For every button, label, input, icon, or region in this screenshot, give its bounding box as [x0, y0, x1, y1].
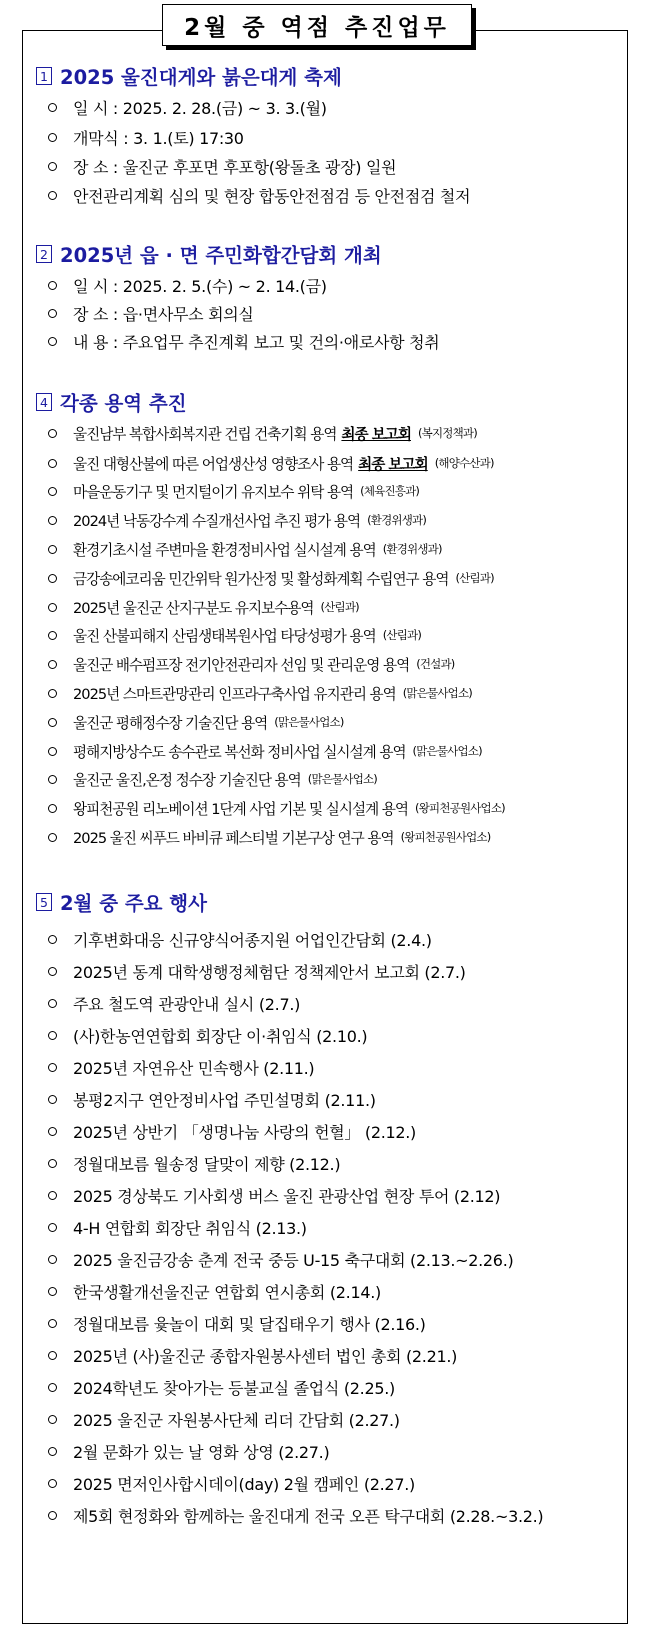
list-item-text: 금강송에코리움 민간위탁 원가산정 및 활성화계획 수립연구 용역: [73, 570, 449, 588]
list-item: [48, 1468, 620, 1498]
list-item: [48, 707, 620, 737]
circle-bullet-icon: [48, 191, 57, 200]
list-item-emphasis: 최종 보고회: [358, 455, 428, 473]
circle-bullet-icon: [48, 833, 57, 842]
department-tag: (맑은물사업소): [412, 744, 482, 758]
list-item-text: 환경기초시설 주변마을 환경정비사업 실시설계 용역: [73, 541, 376, 559]
circle-bullet-icon: [48, 1351, 57, 1360]
circle-bullet-icon: [48, 967, 57, 976]
department-tag: (왕피천공원사업소): [400, 830, 491, 844]
list-item: [48, 649, 620, 679]
list-item-text: 평해지방상수도 송수관로 복선화 정비사업 실시설계 용역: [73, 743, 406, 761]
list-item-text: 장 소 : 읍·면사무소 회의실: [73, 304, 254, 324]
list-item-text: 울진 대형산불에 따른 어업생산성 영향조사 용역: [73, 455, 354, 473]
list-item-text: 봉평2지구 연안정비사업 주민설명회 (2.11.): [73, 1090, 376, 1110]
list-item: [48, 1308, 620, 1338]
circle-bullet-icon: [48, 133, 57, 142]
list-item-text: 2025 경상북도 기사회생 버스 울진 관광산업 현장 투어 (2.12): [73, 1186, 501, 1206]
list-item: [48, 1116, 620, 1146]
list-item: [48, 534, 620, 564]
circle-bullet-icon: [48, 1447, 57, 1456]
circle-bullet-icon: [48, 545, 57, 554]
section-number-box: 1: [36, 67, 52, 85]
list-item-text: 2024학년도 찾아가는 등불교실 졸업식 (2.25.): [73, 1378, 395, 1398]
circle-bullet-icon: [48, 516, 57, 525]
circle-bullet-icon: [48, 747, 57, 756]
circle-bullet-icon: [48, 1383, 57, 1392]
circle-bullet-icon: [48, 1095, 57, 1104]
list-item-text: 울진군 평해정수장 기술진단 용역: [73, 714, 268, 732]
list-item-text: 2025년 상반기 「생명나눔 사랑의 헌혈」 (2.12.): [73, 1122, 416, 1142]
department-tag: (건설과): [416, 657, 455, 671]
circle-bullet-icon: [48, 574, 57, 583]
circle-bullet-icon: [48, 804, 57, 813]
department-tag: (환경위생과): [367, 513, 427, 527]
list-item: [48, 1020, 620, 1050]
list-item-text: 한국생활개선울진군 연합회 연시총회 (2.14.): [73, 1282, 381, 1302]
list-item-text: 2025년 울진군 산지구분도 유지보수용역: [73, 599, 314, 617]
list-item: [48, 418, 620, 448]
list-item: [48, 1244, 620, 1274]
list-item: [48, 92, 620, 122]
list-item-text: 울진군 울진,온정 정수장 기술진단 용역: [73, 771, 301, 789]
list-item: [48, 1052, 620, 1082]
circle-bullet-icon: [48, 337, 57, 346]
list-item: [48, 956, 620, 986]
circle-bullet-icon: [48, 1479, 57, 1488]
list-item: [48, 476, 620, 506]
circle-bullet-icon: [48, 1287, 57, 1296]
circle-bullet-icon: [48, 281, 57, 290]
list-item: [48, 822, 620, 852]
list-item: [48, 298, 620, 328]
list-item: [48, 620, 620, 650]
circle-bullet-icon: [48, 162, 57, 171]
circle-bullet-icon: [48, 1031, 57, 1040]
list-item-text: 울진 산불피해지 산림생태복원사업 타당성평가 용역: [73, 627, 376, 645]
section-heading: [36, 887, 207, 917]
list-item: [48, 1500, 620, 1530]
circle-bullet-icon: [48, 1063, 57, 1072]
circle-bullet-icon: [48, 459, 57, 468]
list-item: [48, 1148, 620, 1178]
list-item-text: 2024년 낙동강수계 수질개선사업 추진 평가 용역: [73, 512, 361, 530]
list-item-text: 2025 울진금강송 춘계 전국 중등 U-15 축구대회 (2.13.~2.26.): [73, 1250, 514, 1270]
list-item: [48, 1404, 620, 1434]
circle-bullet-icon: [48, 1159, 57, 1168]
list-item: [48, 736, 620, 766]
department-tag: (해양수산과): [434, 456, 494, 470]
department-tag: (맑은물사업소): [307, 772, 377, 786]
list-item-text: 마을운동기구 및 먼지털이기 유지보수 위탁 용역: [73, 483, 354, 501]
section-heading-text: 각종 용역 추진: [60, 392, 187, 415]
list-item-text: 울진군 배수펌프장 전기안전관리자 선임 및 관리운영 용역: [73, 656, 410, 674]
list-item-text: 정월대보름 윷놀이 대회 및 달집태우기 행사 (2.16.): [73, 1314, 426, 1334]
list-item: [48, 1372, 620, 1402]
list-item: [48, 1340, 620, 1370]
circle-bullet-icon: [48, 660, 57, 669]
list-item: [48, 448, 620, 478]
circle-bullet-icon: [48, 309, 57, 318]
list-item: [48, 326, 620, 356]
list-item: [48, 1212, 620, 1242]
department-tag: (산림과): [455, 571, 494, 585]
department-tag: (복지정책과): [418, 426, 477, 440]
list-item-text: 장 소 : 울진군 후포면 후포항(왕돌초 광장) 일원: [73, 157, 397, 177]
list-item-text: 기후변화대응 신규양식어종지원 어업인간담회 (2.4.): [73, 930, 432, 950]
list-item-text: 2월 문화가 있는 날 영화 상영 (2.27.): [73, 1442, 330, 1462]
list-item: [48, 151, 620, 181]
circle-bullet-icon: [48, 1127, 57, 1136]
circle-bullet-icon: [48, 1191, 57, 1200]
list-item: [48, 1436, 620, 1466]
list-item: [48, 988, 620, 1018]
list-item: [48, 1180, 620, 1210]
list-item-text: 울진남부 복합사회복지관 건립 건축기획 용역: [73, 425, 337, 443]
circle-bullet-icon: [48, 935, 57, 944]
list-item-text: 2025 울진군 자원봉사단체 리더 간담회 (2.27.): [73, 1410, 400, 1430]
list-item: [48, 592, 620, 622]
list-item-text: (사)한농연연합회 회장단 이·취임식 (2.10.): [73, 1026, 368, 1046]
section-heading: [36, 61, 342, 91]
list-item-text: 2025년 스마트관망관리 인프라구축사업 유지관리 용역: [73, 685, 396, 703]
list-item: [48, 764, 620, 794]
department-tag: (체육진흥과): [360, 484, 420, 498]
list-item-text: 2025 면저인사합시데이(day) 2월 캠페인 (2.27.): [73, 1474, 415, 1494]
section-heading-text: 2025 울진대게와 붉은대게 축제: [60, 66, 342, 89]
list-item-text: 안전관리계획 심의 및 현장 합동안전점검 등 안전점검 철저: [73, 186, 471, 206]
circle-bullet-icon: [48, 1319, 57, 1328]
circle-bullet-icon: [48, 718, 57, 727]
circle-bullet-icon: [48, 1223, 57, 1232]
list-item-text: 2025년 동계 대학생행정체험단 정책제안서 보고회 (2.7.): [73, 962, 466, 982]
list-item: [48, 924, 620, 954]
department-tag: (맑은물사업소): [402, 686, 472, 700]
section-heading-text: 2025년 읍 · 면 주민화합간담회 개최: [60, 244, 382, 267]
list-item: [48, 122, 620, 152]
department-tag: (맑은물사업소): [274, 715, 344, 729]
circle-bullet-icon: [48, 1255, 57, 1264]
list-item-text: 내 용 : 주요업무 추진계획 보고 및 건의·애로사항 청취: [73, 332, 440, 352]
list-item-text: 2025 울진 씨푸드 바비큐 페스티벌 기본구상 연구 용역: [73, 829, 394, 847]
list-item-emphasis: 최종 보고회: [341, 425, 411, 443]
circle-bullet-icon: [48, 999, 57, 1008]
circle-bullet-icon: [48, 1511, 57, 1520]
section-heading: [36, 239, 382, 269]
list-item-text: 정월대보름 월송정 달맞이 제향 (2.12.): [73, 1154, 341, 1174]
list-item: [48, 180, 620, 210]
list-item-text: 제5회 현정화와 함께하는 울진대게 전국 오픈 탁구대회 (2.28.~3.2.): [73, 1506, 544, 1526]
list-item: [48, 793, 620, 823]
section-number-box: 5: [36, 893, 52, 911]
circle-bullet-icon: [48, 631, 57, 640]
list-item: [48, 1276, 620, 1306]
circle-bullet-icon: [48, 429, 57, 438]
list-item: [48, 505, 620, 535]
page-title: 2월 중 역점 추진업무: [162, 4, 472, 46]
circle-bullet-icon: [48, 775, 57, 784]
circle-bullet-icon: [48, 1415, 57, 1424]
list-item-text: 4-H 연합회 회장단 취임식 (2.13.): [73, 1218, 307, 1238]
section-heading-text: 2월 중 주요 행사: [60, 892, 207, 915]
section-number-box: 2: [36, 245, 52, 263]
section-heading: [36, 387, 187, 417]
circle-bullet-icon: [48, 689, 57, 698]
list-item-text: 2025년 자연유산 민속행사 (2.11.): [73, 1058, 315, 1078]
section-number-box: 4: [36, 393, 52, 411]
circle-bullet-icon: [48, 487, 57, 496]
department-tag: (왕피천공원사업소): [415, 801, 505, 815]
list-item-text: 일 시 : 2025. 2. 5.(수) ~ 2. 14.(금): [73, 276, 327, 296]
department-tag: (산림과): [320, 600, 359, 614]
list-item: [48, 563, 620, 593]
list-item-text: 왕피천공원 리노베이션 1단계 사업 기본 및 실시설계 용역: [73, 800, 409, 818]
department-tag: (산림과): [382, 628, 422, 642]
list-item: [48, 270, 620, 300]
list-item: [48, 1084, 620, 1114]
list-item-text: 2025년 (사)울진군 종합자원봉사센터 법인 총회 (2.21.): [73, 1346, 458, 1366]
department-tag: (환경위생과): [382, 542, 442, 556]
circle-bullet-icon: [48, 603, 57, 612]
list-item-text: 주요 철도역 관광안내 실시 (2.7.): [73, 994, 301, 1014]
list-item-text: 개막식 : 3. 1.(토) 17:30: [73, 128, 244, 148]
list-item-text: 일 시 : 2025. 2. 28.(금) ~ 3. 3.(월): [73, 98, 327, 118]
circle-bullet-icon: [48, 103, 57, 112]
list-item: [48, 678, 620, 708]
